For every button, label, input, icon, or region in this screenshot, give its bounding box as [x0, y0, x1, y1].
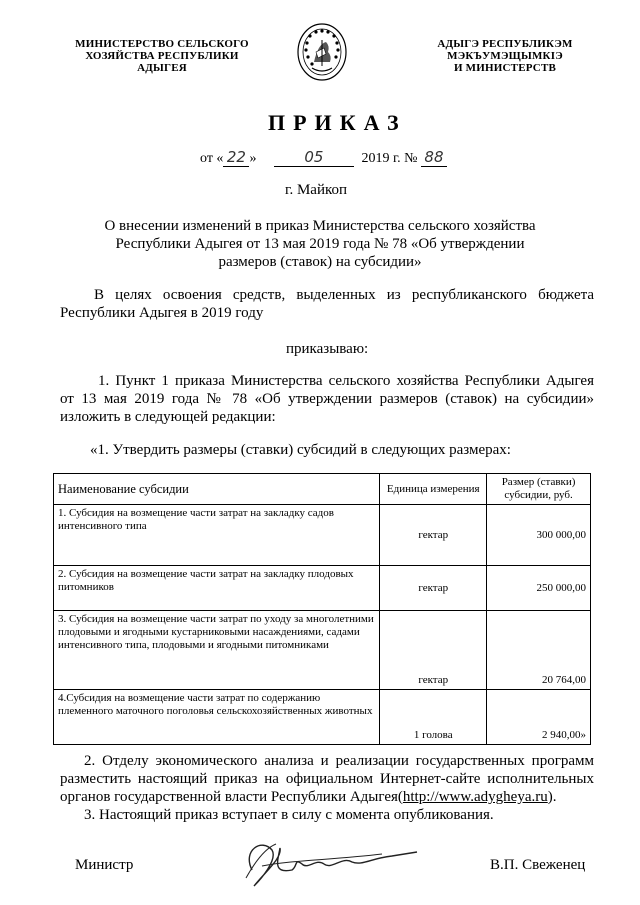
- header-right-line: АДЫГЭ РЕСПУБЛИКЭМ: [437, 38, 573, 50]
- date-day: 22: [223, 148, 249, 167]
- header-left-line: МИНИСТЕРСТВО СЕЛЬСКОГО: [75, 38, 249, 50]
- item-1-line: изложить в следующей редакции:: [60, 409, 276, 425]
- table-cell-unit: гектар: [380, 611, 487, 690]
- header-left-line: ХОЗЯЙСТВА РЕСПУБЛИКИ: [85, 50, 239, 62]
- table-header: Размер (ставки) субсидии, руб.: [487, 474, 591, 505]
- table-row: [54, 505, 591, 566]
- header-left-line: АДЫГЕЯ: [137, 62, 187, 74]
- header-right-line: МЭКЪУМЭЩЫМКIЭ: [447, 50, 563, 62]
- table-cell-name: 4.Субсидия на возмещение части затрат по содержанию племенного маточного поголовья сельскохозяйственных животных: [54, 690, 380, 745]
- table-cell-rate: 2 940,00»: [487, 690, 591, 745]
- header-left: [62, 38, 262, 74]
- table-cell-unit: гектар: [380, 505, 487, 566]
- date-month: 05: [274, 148, 354, 167]
- preamble: [60, 286, 594, 322]
- table-cell-rate: 250 000,00: [487, 566, 591, 611]
- order-number: 88: [421, 148, 447, 167]
- subsidy-table: [53, 473, 591, 745]
- preamble-line: В целях освоения средств, выделенных из республиканского бюджета: [94, 287, 594, 303]
- subject: [50, 217, 590, 271]
- date-prefix: от «: [200, 151, 224, 166]
- table-cell-rate: 300 000,00: [487, 505, 591, 566]
- table-cell-unit: 1 голова: [380, 690, 487, 745]
- table-cell-name: 2. Субсидия на возмещение части затрат на закладку плодовых питомников: [54, 566, 380, 611]
- preamble-line: Республики Адыгея в 2019 году: [60, 305, 264, 321]
- table-cell-rate: 20 764,00: [487, 611, 591, 690]
- subject-line: Республики Адыгея от 13 мая 2019 года № 78 «Об утверждении: [115, 236, 525, 252]
- date-mid: »: [249, 151, 257, 166]
- item-2-text-end: ).: [547, 789, 557, 805]
- signatory-position: Министр: [75, 857, 134, 873]
- date-line: [200, 148, 447, 167]
- item-2: [60, 752, 594, 806]
- quote-line: «1. Утвердить размеры (ставки) субсидий в следующих размерах:: [90, 442, 511, 458]
- date-year: 2019 г. №: [361, 151, 418, 166]
- table-row: [54, 611, 591, 690]
- city: г. Майкоп: [285, 182, 348, 198]
- table-header-row: [54, 474, 591, 505]
- subject-line: О внесении изменений в приказ Министерства сельского хозяйства: [104, 218, 536, 234]
- signatory-name: В.П. Свеженец: [490, 857, 586, 873]
- table-row: [54, 566, 591, 611]
- signature: [232, 830, 422, 892]
- table-row: [54, 690, 591, 745]
- order-word: приказываю:: [286, 341, 369, 357]
- item-1-line: 1. Пункт 1 приказа Министерства сельского хозяйства Республики Адыгея: [98, 373, 594, 389]
- table-cell-unit: гектар: [380, 566, 487, 611]
- item-2-line: 2. Отделу экономического анализа и реализации государственных программ: [84, 753, 594, 769]
- item-2-line-3: [60, 788, 594, 806]
- item-2-line: разместить настоящий приказ на официальном Интернет-сайте исполнительных: [60, 771, 594, 787]
- document-title: ПРИКАЗ: [268, 110, 407, 135]
- table-cell-name: 3. Субсидия на возмещение части затрат по уходу за многолетними плодовыми и ягодными кустарниковыми насаждениями, садами интенсивного типа, плодовыми и ягодными питомниками: [54, 611, 380, 690]
- table-header: Единица измерения: [380, 474, 487, 505]
- website-link[interactable]: http://www.adygheya.ru: [402, 789, 548, 805]
- item-3: 3. Настоящий приказ вступает в силу с момента опубликования.: [84, 807, 494, 823]
- header-right-line: И МИНИСТЕРСТВ: [453, 62, 557, 74]
- coat-of-arms-emblem: [296, 22, 348, 82]
- item-1: [60, 372, 594, 426]
- table-cell-name: 1. Субсидия на возмещение части затрат на закладку садов интенсивного типа: [54, 505, 380, 566]
- table-header: Наименование субсидии: [54, 474, 380, 505]
- item-2-text: органов государственной власти Республики Адыгея(: [60, 789, 403, 805]
- subject-line: размеров (ставок) на субсидии»: [218, 254, 422, 270]
- item-1-line: от 13 мая 2019 года № 78 «Об утверждении размеров (ставок) на субсидии»: [60, 391, 594, 407]
- header-right: [410, 38, 600, 74]
